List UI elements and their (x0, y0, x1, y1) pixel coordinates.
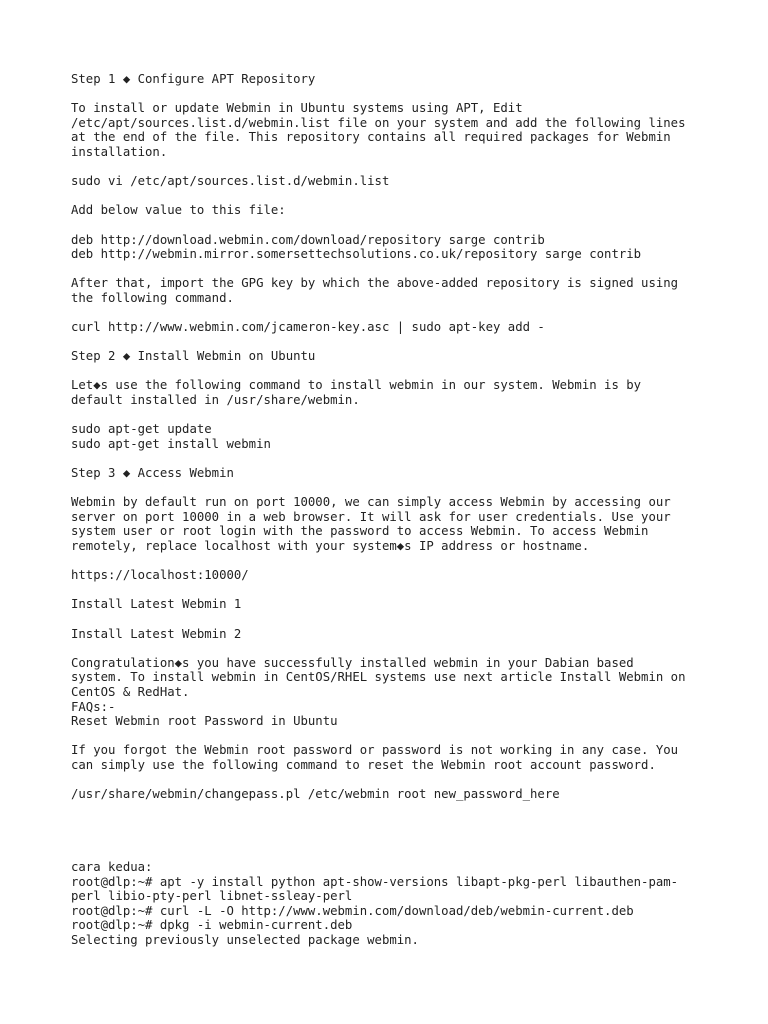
document-line: Let◆s use the following command to install webmin in our system. Webmin is by (71, 378, 642, 393)
blank-line (71, 816, 731, 831)
document-line: sudo apt-get update (71, 422, 212, 437)
document-line: After that, import the GPG key by which the above-added repository is signed using (71, 276, 679, 291)
blank-line (71, 729, 731, 744)
document-line: deb http://webmin.mirror.somersettechsolutions.co.uk/repository sarge contrib (71, 247, 642, 262)
document-line: deb http://download.webmin.com/download/repository sarge contrib (71, 232, 545, 247)
blank-line (71, 612, 731, 627)
blank-line (71, 481, 731, 496)
document-line: root@dlp:~# curl -L -O http://www.webmin.com/download/deb/webmin-current.deb (71, 903, 634, 918)
document-line: system. To install webmin in CentOS/RHEL systems use next article Install Webmin on (71, 670, 686, 685)
blank-line (71, 335, 731, 350)
document-line: Reset Webmin root Password in Ubuntu (71, 714, 338, 729)
blank-line (71, 773, 731, 788)
document-line: Webmin by default run on port 10000, we can simply access Webmin by accessing our (71, 495, 671, 510)
document-line: at the end of the file. This repository contains all required packages for Webmin (71, 130, 671, 145)
blank-line (71, 189, 731, 204)
blank-line (71, 306, 731, 321)
blank-line (71, 218, 731, 233)
document-line: CentOS & RedHat. (71, 684, 190, 699)
blank-line (71, 583, 731, 598)
document-line: Step 3 ◆ Access Webmin (71, 466, 234, 481)
blank-line (71, 802, 731, 817)
document-line: If you forgot the Webmin root password or password is not working in any case. You (71, 743, 679, 758)
document-line: sudo apt-get install webmin (71, 436, 271, 451)
blank-line (71, 831, 731, 846)
document-line: /usr/share/webmin/changepass.pl /etc/webmin root new_password_here (71, 787, 560, 802)
document-line: https://localhost:10000/ (71, 568, 249, 583)
blank-line (71, 87, 731, 102)
document-line: the following command. (71, 290, 234, 305)
document-line: server on port 10000 in a web browser. It will ask for user credentials. Use your (71, 509, 671, 524)
document-line: FAQs:- (71, 699, 116, 714)
document-line: Step 1 ◆ Configure APT Repository (71, 72, 316, 86)
document-line: perl libio-pty-perl libnet-ssleay-perl (71, 889, 353, 904)
document-line: To install or update Webmin in Ubuntu systems using APT, Edit (71, 101, 523, 116)
document-line: root@dlp:~# dpkg -i webmin-current.deb (71, 918, 353, 933)
document-line: Step 2 ◆ Install Webmin on Ubuntu (71, 349, 316, 364)
document-line: sudo vi /etc/apt/sources.list.d/webmin.list (71, 174, 390, 189)
document-line: Congratulation◆s you have successfully installed webmin in your Dabian based (71, 655, 634, 670)
document-line: Install Latest Webmin 2 (71, 626, 242, 641)
blank-line (71, 262, 731, 277)
document-line: cara kedua: (71, 860, 153, 875)
blank-line (71, 160, 731, 175)
document-line: root@dlp:~# apt -y install python apt-show-versions libapt-pkg-perl libauthen-pam- (71, 874, 679, 889)
blank-line (71, 845, 731, 860)
blank-line (71, 554, 731, 569)
document-line: can simply use the following command to reset the Webmin root account password. (71, 757, 656, 772)
blank-line (71, 408, 731, 423)
document-line: Selecting previously unselected package webmin. (71, 933, 419, 948)
document-line: system user or root login with the password to access Webmin. To access Webmin (71, 524, 649, 539)
document-line: Install Latest Webmin 1 (71, 597, 242, 612)
document-page (71, 72, 731, 948)
document-line: curl http://www.webmin.com/jcameron-key.asc | sudo apt-key add - (71, 320, 545, 335)
blank-line (71, 451, 731, 466)
document-line: installation. (71, 144, 168, 159)
document-line: Add below value to this file: (71, 203, 286, 218)
document-line: /etc/apt/sources.list.d/webmin.list file on your system and add the following lines (71, 115, 686, 130)
blank-line (71, 641, 731, 656)
document-line: default installed in /usr/share/webmin. (71, 393, 360, 408)
blank-line (71, 364, 731, 379)
document-line: remotely, replace localhost with your system◆s IP address or hostname. (71, 539, 590, 553)
